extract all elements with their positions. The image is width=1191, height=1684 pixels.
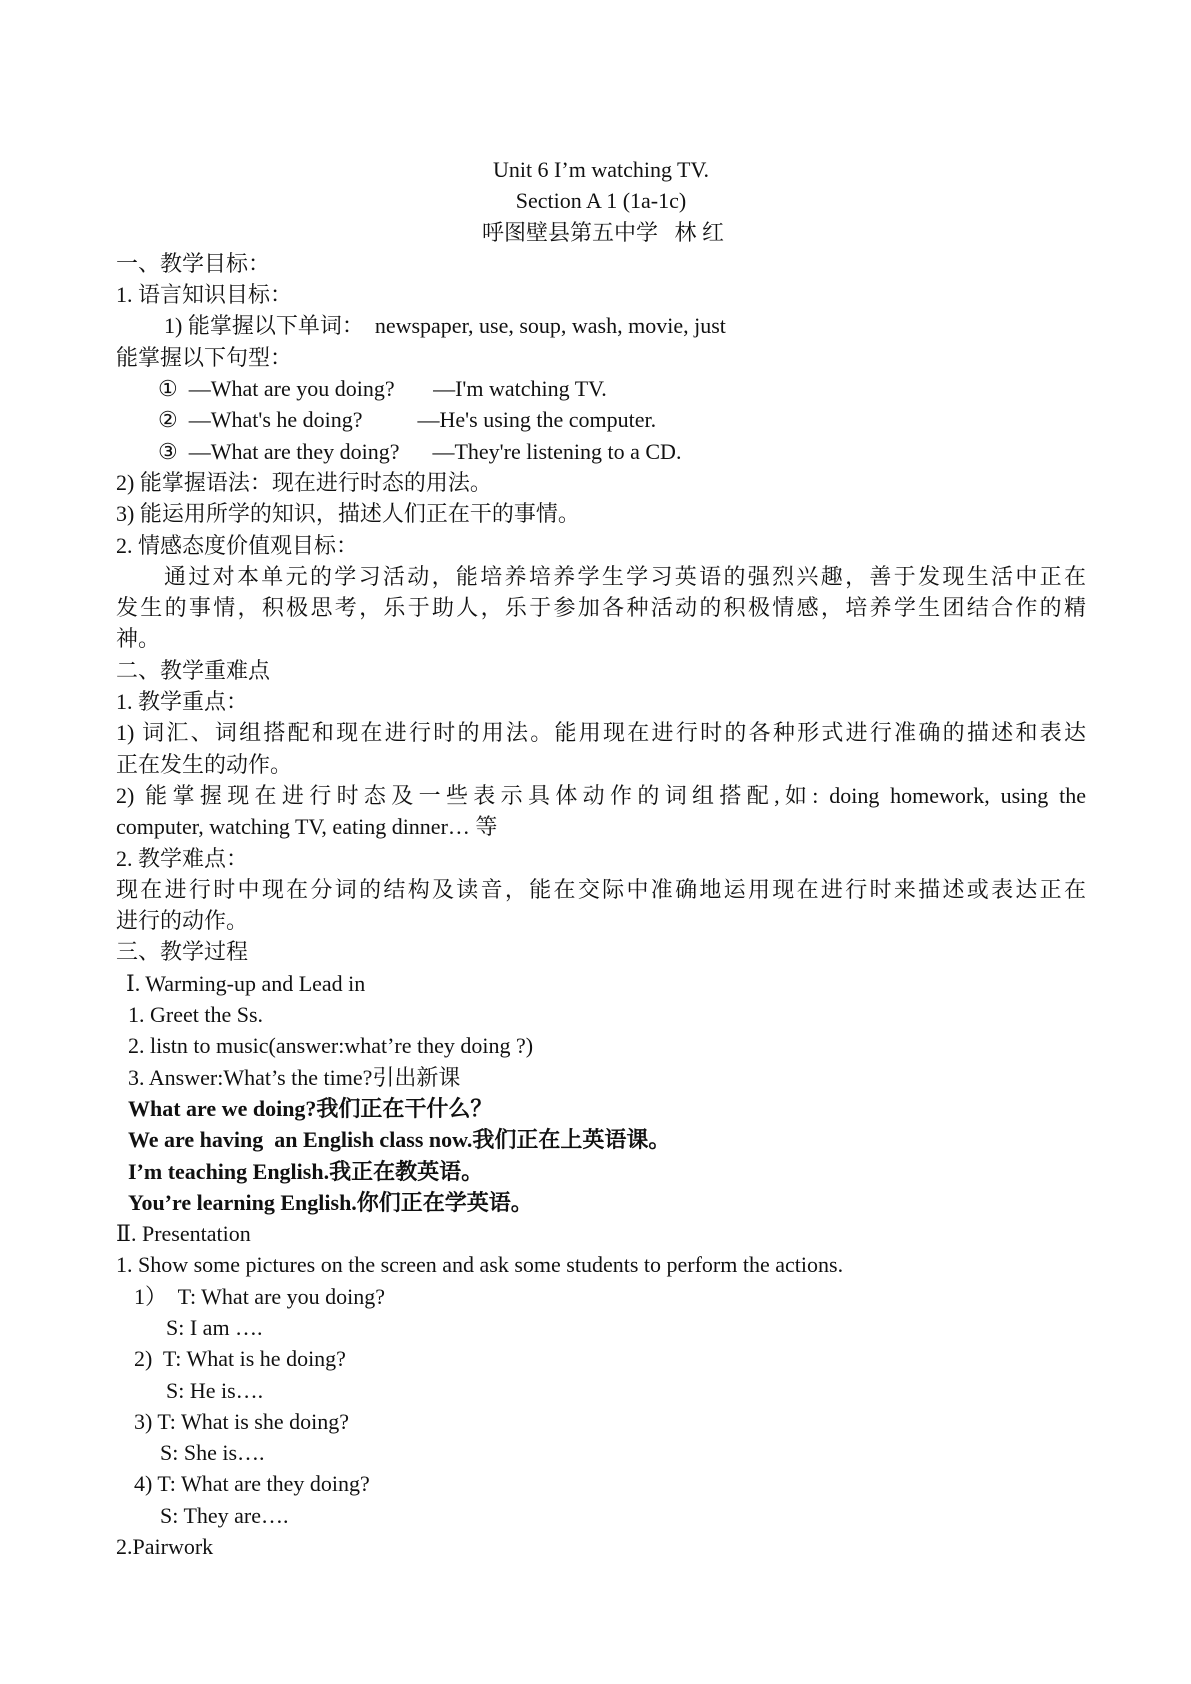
paragraph-line: 发生的事情，积极思考，乐于助人，乐于参加各种活动的积极情感，培养学生团结合作的精: [116, 595, 1086, 621]
dialogue-question: 2) T: What is he doing?: [134, 1346, 346, 1372]
paragraph-line: 进行的动作。: [116, 908, 249, 934]
step-item: 1. Greet the Ss.: [128, 1002, 264, 1028]
subheading-focus: 1. 教学重点：: [116, 689, 249, 715]
step-pairwork: 2.Pairwork: [116, 1534, 214, 1560]
section-subtitle: Section A 1 (1a-1c): [515, 188, 687, 214]
document-title: Unit 6 I’m watching TV.: [492, 157, 710, 182]
subheading-attitude: 2. 情感态度价值观目标：: [116, 532, 359, 558]
subheading-language-knowledge: 1. 语言知识目标：: [116, 282, 293, 308]
sentence-pattern-heading: 能掌握以下句型：: [116, 344, 293, 370]
dialogue-question: 3) T: What is she doing?: [134, 1408, 350, 1434]
paragraph-line: 正在发生的动作。: [116, 751, 293, 777]
dialogue-question: 4) T: What are they doing?: [134, 1471, 370, 1497]
dialogue-question: 1） T: What are you doing?: [134, 1283, 386, 1309]
author-line: 呼图壁县第五中学 林 红: [482, 219, 725, 245]
bold-example: You’re learning English.你们正在学英语。: [128, 1189, 533, 1215]
bold-example: I’m teaching English.我正在教英语。: [128, 1158, 484, 1184]
heading-objectives: 一、教学目标：: [116, 250, 271, 276]
bold-example: What are we doing?我们正在干什么？: [128, 1095, 493, 1121]
paragraph-line: 神。: [116, 626, 161, 652]
step-presentation: Ⅱ. Presentation: [116, 1221, 251, 1247]
paragraph-line: 2) 能掌握现在进行时态及一些表示具体动作的词组搭配,如: doing homework, using the: [116, 782, 1086, 808]
heading-process: 三、教学过程: [116, 939, 249, 965]
dialogue-answer: S: They are….: [160, 1502, 289, 1528]
pattern-1: ① —What are you doing? —I'm watching TV.: [158, 376, 607, 402]
paragraph-line: 现在进行时中现在分词的结构及读音，能在交际中准确地运用现在进行时来描述或表达正在: [116, 876, 1086, 902]
heading-key-points: 二、教学重难点: [116, 657, 271, 683]
subheading-difficulty: 2. 教学难点：: [116, 845, 249, 871]
dialogue-answer: S: She is….: [160, 1440, 265, 1466]
pattern-3: ③ —What are they doing? —They're listening to a CD.: [158, 438, 682, 464]
step-item: 3. Answer:What’s the time?引出新课: [128, 1064, 461, 1090]
step-item: 2. listn to music(answer:what’re they doing ?): [128, 1033, 534, 1059]
dialogue-answer: S: I am ….: [166, 1314, 263, 1340]
paragraph-line: 通过对本单元的学习活动，能培养培养学生学习英语的强烈兴趣，善于发现生活中正在: [164, 563, 1086, 589]
application-line: 3) 能运用所学的知识，描述人们正在干的事情。: [116, 501, 580, 527]
bold-example: We are having an English class now.我们正在上英语课。: [128, 1127, 671, 1153]
step-warming-up: Ⅰ. Warming-up and Lead in: [126, 970, 366, 996]
step-item: 1. Show some pictures on the screen and ask some students to perform the actions.: [116, 1252, 844, 1278]
vocabulary-line: 1) 能掌握以下单词： newspaper, use, soup, wash, movie, just: [164, 313, 726, 339]
pattern-2: ② —What's he doing? —He's using the computer.: [158, 407, 657, 433]
paragraph-line: computer, watching TV, eating dinner… 等: [116, 814, 498, 840]
paragraph-line: 1) 词汇、词组搭配和现在进行时的用法。能用现在进行时的各种形式进行准确的描述和表达: [116, 720, 1086, 746]
dialogue-answer: S: He is….: [166, 1377, 264, 1403]
grammar-line: 2) 能掌握语法：现在进行时态的用法。: [116, 469, 492, 495]
